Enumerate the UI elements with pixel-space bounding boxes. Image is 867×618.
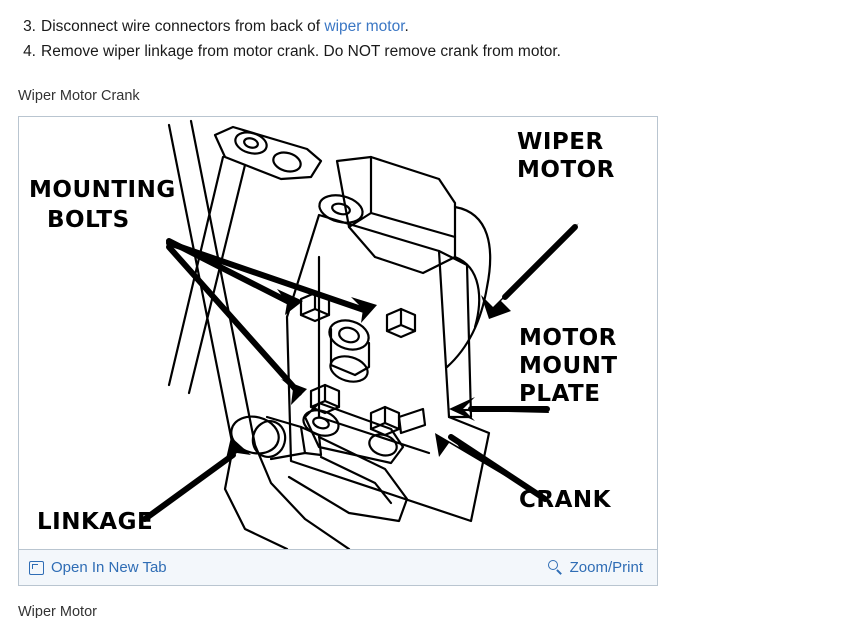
label-wiper-motor-line2: MOTOR xyxy=(517,157,615,183)
next-section-caption: Wiper Motor xyxy=(18,604,97,618)
step-text-before: Remove wiper linkage from motor crank. Do NOT remove crank from motor. xyxy=(41,43,561,61)
zoom-print-label: Zoom/Print xyxy=(569,559,643,576)
figure-container xyxy=(18,116,658,586)
wiper-motor-link[interactable]: wiper motor xyxy=(324,18,405,35)
wiper-motor-diagram[interactable] xyxy=(19,117,657,549)
step-number: 4. xyxy=(23,43,36,61)
figure-toolbar xyxy=(19,549,657,585)
step-number: 3. xyxy=(23,18,36,35)
label-mounting-bolts-line2: BOLTS xyxy=(47,207,130,233)
label-wiper-motor-line1: WIPER xyxy=(517,129,604,155)
label-crank: CRANK xyxy=(519,487,611,513)
open-in-new-tab-button[interactable] xyxy=(29,559,167,576)
step-text-before: Disconnect wire connectors from back of xyxy=(41,18,325,35)
figure-caption: Wiper Motor Crank xyxy=(18,88,140,105)
step-text-after: . xyxy=(404,18,409,35)
label-linkage: LINKAGE xyxy=(37,509,154,535)
zoom-print-button[interactable] xyxy=(548,559,643,576)
label-motor-mount-plate-line1: MOTOR xyxy=(519,325,617,351)
instruction-step-3 xyxy=(18,14,867,39)
open-in-new-tab-label: Open In New Tab xyxy=(51,559,167,576)
label-motor-mount-plate-line3: PLATE xyxy=(519,381,601,407)
magnifier-icon xyxy=(548,560,563,575)
instruction-step-4 xyxy=(18,39,867,64)
label-mounting-bolts-line1: MOUNTING xyxy=(29,177,176,203)
instruction-steps xyxy=(0,0,867,64)
label-motor-mount-plate-line2: MOUNT xyxy=(519,353,618,379)
new-tab-icon xyxy=(29,561,44,575)
